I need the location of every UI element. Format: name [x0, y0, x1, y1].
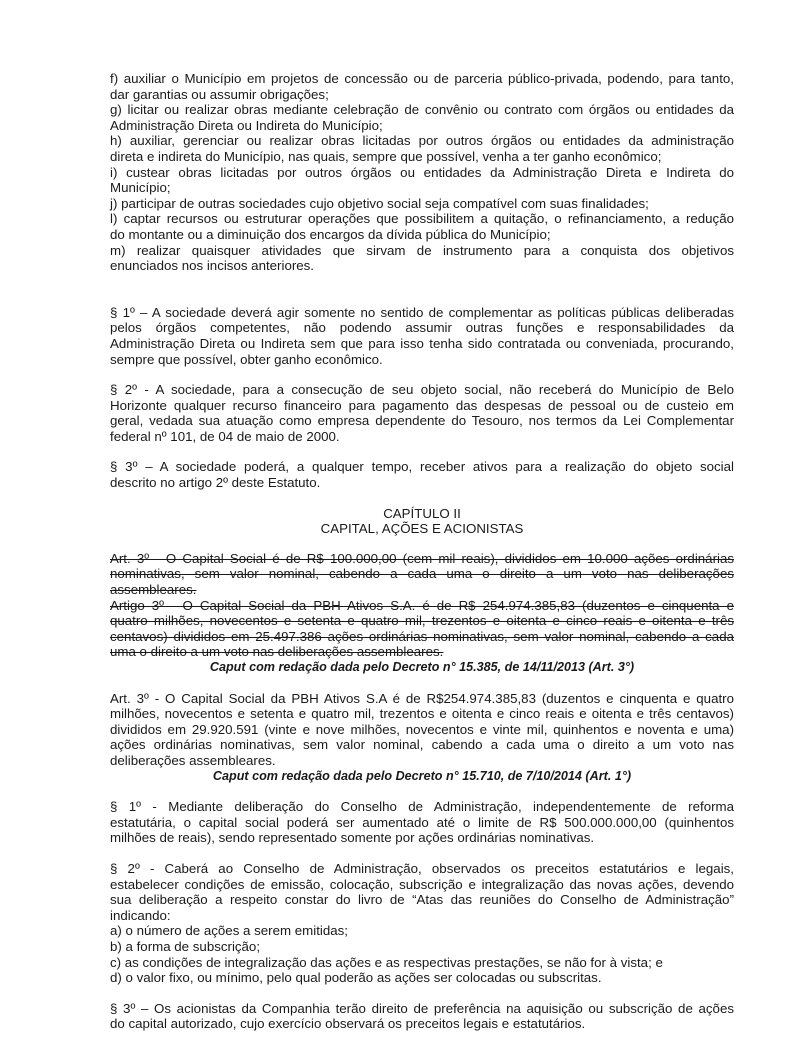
paragraph-1	[110, 305, 734, 367]
item-g-line: g) licitar ou realizar obras mediante celebração de convênio ou contrato com órgãos ou entidades da	[110, 102, 734, 118]
revoked-line: Artigo 3º - O Capital Social da PBH Ativos S.A. é de R$ 254.974.385,83 (duzentos e cinquenta e	[110, 597, 734, 613]
item-l-line: l) captar recursos ou estruturar operações que possibilitem a quitação, o refinanciamento, a redução	[110, 211, 734, 227]
revoked-article-3-2013	[110, 598, 734, 660]
chapter-heading	[110, 506, 734, 537]
item-l-line: do montante ou a diminuição dos encargos da dívida pública do Município;	[110, 226, 551, 242]
paragraph-2	[110, 382, 734, 444]
list-item: d) o valor fixo, ou mínimo, pelo qual poderão as ações ser colocadas ou subscritas.	[110, 970, 602, 986]
paragraph-line: § 2º - Caberá ao Conselho de Administração, observados os preceitos estatutários e legais,	[110, 860, 734, 876]
article-line: ações ordinárias nominativas, sem valor nominal, cabendo a cada uma o direito a um voto nas	[110, 737, 734, 753]
paragraph-line: sua deliberação a respeito constar do livro de “Atas das reuniões do Conselho de Administração”	[110, 892, 734, 908]
item-h-line: direta e indireta do Município, nas quais, sempre que possível, venha a ter ganho econômico;	[110, 148, 662, 164]
revoked-line: Art. 3º - O Capital Social é de R$ 100.000,00 (cem mil reais), divididos em 10.000 ações ordinárias	[110, 550, 734, 566]
revoked-line: nominativas, sem valor nominal, cabendo a cada uma o direito a um voto nas deliberações	[110, 566, 734, 582]
item-m-line: m) realizar quaisquer atividades que sirvam de instrumento para a conquista dos objetivos	[110, 242, 734, 258]
paragraph-line: do capital autorizado, cujo exercício observará os preceitos legais e estatutários.	[110, 1016, 586, 1032]
chapter-title: CAPITAL, AÇÕES E ACIONISTAS	[320, 521, 524, 537]
item-g-line: Administração Direta ou Indireta do Município;	[110, 117, 383, 133]
item-j-line: j) participar de outras sociedades cujo objetivo social seja compatível com suas finalidades;	[110, 195, 649, 211]
item-m-line: enunciados nos incisos anteriores.	[110, 258, 315, 274]
item-i-line: i) custear obras licitadas por outros órgãos ou entidades da Administração Direta e Indireta do	[110, 164, 734, 180]
paragraph-line: § 1º - Mediante deliberação do Conselho de Administração, independentemente de reforma	[110, 799, 734, 815]
revoked-line: quatro milhões, novecentos e setenta e quatro mil, trezentos e oitenta e cinco reais e oitenta e três	[110, 613, 734, 629]
paragraph-line: § 1º – A sociedade deverá agir somente no sentido de complementar as políticas públicas deliberadas	[110, 304, 734, 320]
article-line: divididos em 29.920.591 (vinte e nove milhões, novecentos e vinte mil, quinhentos e noventa e uma)	[110, 721, 734, 737]
revoked-line: uma o direito a um voto nas deliberações assembleares.	[110, 644, 444, 660]
item-f-line: dar garantias ou assumir obrigações;	[110, 86, 329, 102]
items-list	[110, 71, 734, 274]
article-3-paragraph-2	[110, 861, 734, 986]
amendment-caption-2013: Caput com redação dada pelo Decreto n° 15.385, de 14/11/2013 (Art. 3°)	[209, 660, 635, 674]
list-item: c) as condições de integralização das ações e as respectivas prestações, se não for à vista; e	[110, 954, 663, 970]
paragraph-line: descrito no artigo 2º deste Estatuto.	[110, 475, 321, 491]
item-i-line: Município;	[110, 180, 171, 196]
amendment-caption-2014: Caput com redação dada pelo Decreto n° 15.710, de 7/10/2014 (Art. 1°)	[212, 768, 632, 783]
chapter-number: CAPÍTULO II	[383, 505, 461, 521]
article-line: deliberações assembleares.	[110, 752, 276, 768]
paragraph-line: estabelecer condições de emissão, colocação, subscrição e integralização das novas ações, devendo	[110, 876, 734, 892]
paragraph-line: geral, vedada sua atuação como empresa dependente do Tesouro, nos termos da Lei Complementar	[110, 413, 734, 429]
revoked-line: centavos) divididos em 25.497.386 ações ordinárias nominativas, sem valor nominal, cabendo a cada	[110, 628, 734, 644]
paragraph-line: federal nº 101, de 04 de maio de 2000.	[110, 428, 340, 444]
paragraph-line: Administração Direta ou Indireta sem que para isso tenha sido contratada ou conveniada, procurando,	[110, 335, 734, 351]
paragraph-line: § 3º – Os acionistas da Companhia terão direito de preferência na aquisição ou subscrição de ações	[110, 1000, 734, 1016]
item-f-line: f) auxiliar o Município em projetos de concessão ou de parceria público-privada, podendo, para tanto,	[110, 71, 734, 86]
article-line: milhões, novecentos e setenta e quatro mil, trezentos e oitenta e cinco reais e oitenta e três centavos)	[110, 706, 734, 722]
paragraph-line: pelos órgãos competentes, não podendo assumir outras funções e responsabilidades da	[110, 320, 734, 336]
revoked-line: assembleares.	[110, 582, 197, 598]
paragraph-3	[110, 459, 734, 490]
article-3-paragraph-3	[110, 1001, 734, 1032]
paragraph-line: milhões de reais), sendo representado somente por ações ordinárias nominativas.	[110, 830, 595, 846]
list-item: a) o número de ações a serem emitidas;	[110, 923, 348, 939]
article-3	[110, 691, 734, 769]
paragraph-line: Horizonte qualquer recurso financeiro para pagamento das despesas de pessoal ou de custeio em	[110, 397, 734, 413]
article-line: Art. 3º - O Capital Social da PBH Ativos S.A é de R$254.974.385,83 (duzentos e cinquenta e quatro	[110, 690, 734, 706]
article-3-paragraph-1	[110, 799, 734, 846]
paragraph-line: indicando:	[110, 907, 171, 923]
paragraph-line: § 2º - A sociedade, para a consecução de seu objeto social, não receberá do Município de Belo	[110, 382, 734, 398]
list-item: b) a forma de subscrição;	[110, 938, 261, 954]
paragraph-line: § 3º – A sociedade poderá, a qualquer tempo, receber ativos para a realização do objeto social	[110, 459, 734, 475]
item-h-line: h) auxiliar, gerenciar ou realizar obras licitadas por outros órgãos ou entidades da administração	[110, 133, 734, 149]
paragraph-line: sempre que possível, obter ganho econômico.	[110, 351, 383, 367]
revoked-article-3-original	[110, 551, 734, 598]
paragraph-line: estatutária, o capital social poderá ser aumentado até o limite de R$ 500.000.000,00 (quinhentos	[110, 814, 734, 830]
document-body	[110, 71, 734, 1032]
